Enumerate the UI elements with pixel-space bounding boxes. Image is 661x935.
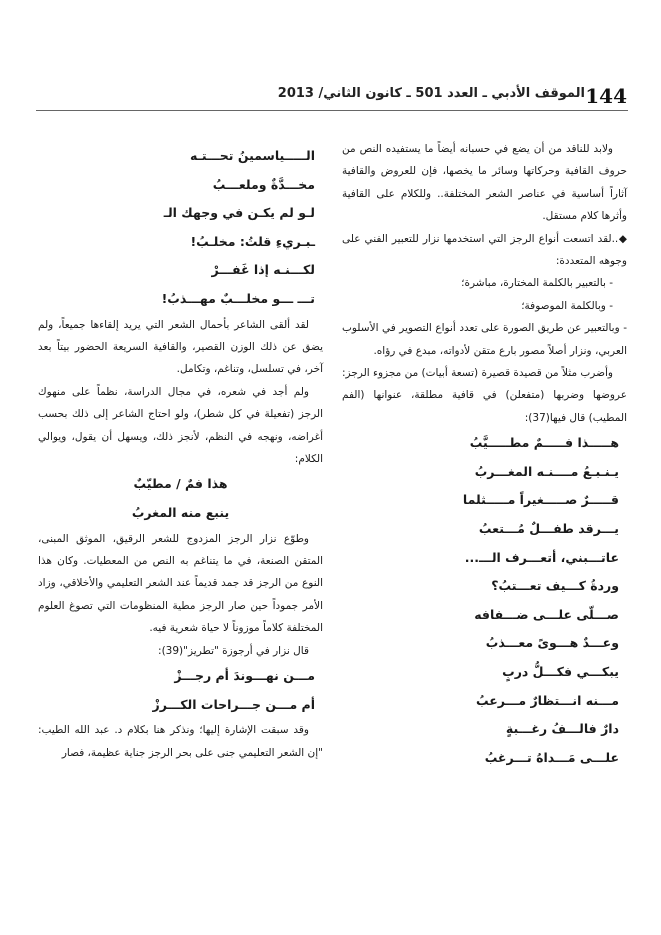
list-item: - بالتعبير بالكلمة المختارة، مباشرة؛ (461, 277, 613, 290)
poem (38, 662, 323, 719)
verse-line: دارٌ فالـــفُ رغـــبةٍ (505, 721, 619, 737)
verse-line: أم مـــن جـــراحات الكـــرزْ (152, 696, 315, 712)
page-number: 144 (585, 84, 627, 108)
verse-line: صـــلّى علـــى ضـــفافه (474, 606, 619, 622)
verse-line: قـــــرٌ صـــــغيراً مـــــثلما (462, 492, 619, 508)
verse-line: يبكـــي فكـــلُّ دربٍ (502, 664, 619, 680)
paragraph: ◆..لقد اتسعت أنواع الرجز التي استخدمها نزار للتعبير الفني على وجوهه المتعددة: (342, 232, 627, 268)
verse-line: ـبـريءِ قلتُ: مخلـبُ! (190, 233, 315, 249)
poem (38, 142, 323, 314)
verse-line: تـــ ـــو مخلـــبٌ مهـــذبُ! (161, 290, 315, 306)
verse-line: مـــنه انـــتظارٌ مـــرعبُ (475, 692, 619, 708)
paragraph: وطوّع نزار الرجز المزدوج للشعر الرقيق، الموثق المبنى، المتقن الصنعة، في ما يتناغم به النص من المعطيات. وكان هذا النوع من الرجز قد جمد قديماً عند الشعر التعليمي والأخلاقي، وزاد الأمر جموداً حين صار الرجز مطية المنظومات التي تصوغ العلوم المختلفة كلاماً موزوناً لا حياة شعرية فيه. (38, 532, 323, 635)
paragraph: ولابد للناقد من أن يضع في حسبانه أيضاً ما يستفيده النص من حروف القافية وحركاتها وسائر ما يخصها، فإن للعروض والقافية آثاراً أساسية في عناصر الشعر المختلفة.. وللكلام على القافية وأثرها كلام مستقل. (342, 143, 627, 223)
header-rule (36, 110, 628, 111)
list-item: - وبالكلمة الموصوفة؛ (521, 299, 613, 312)
verse-line: عاتـــبني، أتعـــرف الـــ... (464, 549, 619, 565)
verse-line: هذا فمٌ / مطيّبٌ (133, 476, 228, 492)
paragraph: قال نزار في أرجوزة "تطريز"(39): (158, 644, 309, 657)
running-header: الموقف الأدبي ـ العدد 501 ـ كانون الثاني/ 2013 (277, 86, 585, 101)
paragraph: لقد ألقى الشاعر بأحمال الشعر التي يريد إلقاءها جميعاً، ولم يضق عن ذلك الوزن القصير، والقافية السريعة الحضور بيتاً بعد آخر، في تسلسل، وتناغم، وتكامل. (38, 318, 323, 376)
verse-line: علـــى مَـــداهُ تـــرغبُ (484, 749, 619, 765)
list-item: - وبالتعبير عن طريق الصورة على تعدد أنواع التصوير في الأسلوب العربي، ونزار أصلاً مصور بارع متقن لأدواته، مبدع في رؤاه. (342, 322, 627, 357)
verse-line: لكـــنـه إذا غَفـــرْ (211, 262, 315, 278)
paragraph: وأضرب مثلاً من قصيدة قصيرة (تسعة أبيات) من مجزوء الرجز: عروضها وضربها (متفعلن) في قافية مطلقة، عنوانها (الفم المطيب) قال فيها(37): (341, 367, 627, 424)
example-poem (38, 470, 323, 527)
verse-line: يـنـبـعُ مــــنـه المغـــربُ (474, 463, 619, 479)
verse-line: وردةُ كـــيف تعـــتبُ؟ (491, 578, 619, 594)
verse-line: يـــرقد طفـــلٌ مُـــتعبُ (478, 521, 619, 537)
verse-line: هـــــذا فـــــمٌ مطـــــيَّبُ (469, 435, 619, 451)
verse-line: وعـــدٌ هـــوىً معـــذبُ (485, 635, 619, 651)
left-column (38, 142, 323, 764)
paragraph: ولم أجد في شعره، في مجال الدراسة، نظماً على منهوك الرجز (تفعيلة في كل شطر)، ولو احتاج الشاعر إلى ذلك بحسب أغراضه، ونهجه في النظم، لأنجز ذلك، ويسهل أن يقول، ويوالي الكلام: (38, 385, 323, 465)
verse-line: الـــــياسمينُ تحـــتـه (190, 148, 315, 163)
verse-line: ينبع منه المغربُ (131, 505, 230, 520)
verse-line: مـــن نهـــوندَ أم رجـــزْ (174, 668, 315, 684)
paragraph: وقد سبقت الإشارة إليها؛ ونذكر هنا بكلام د. عبد الله الطيب: "إن الشعر التعليمي جنى على بحر الرجز جناية عظيمة، فصار (38, 724, 323, 759)
poem (342, 429, 627, 772)
verse-line: لـو لم يكـن في وجهك الـ (163, 205, 315, 221)
right-column (342, 138, 627, 772)
verse-line: مخـــدَّةٌ وملعـــبُ (212, 176, 315, 192)
